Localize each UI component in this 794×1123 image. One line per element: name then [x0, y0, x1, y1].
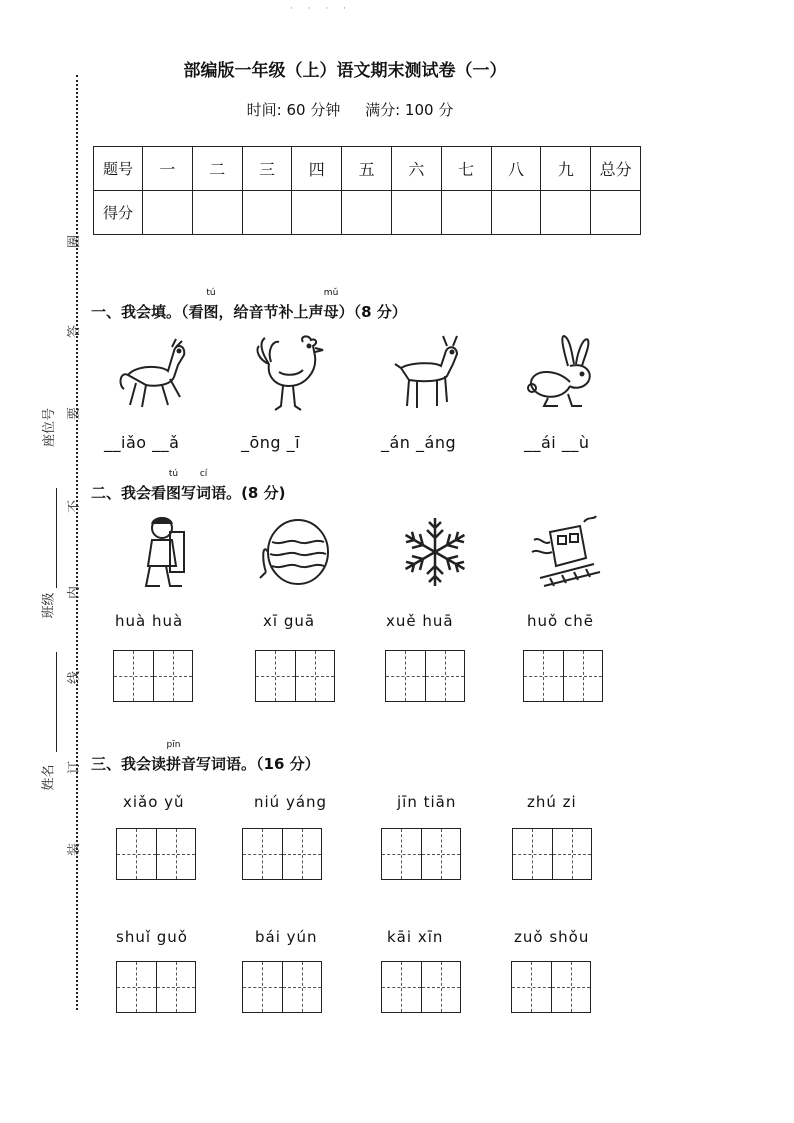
score-table-score-row: [94, 191, 641, 235]
score-table-cell: 总分: [591, 147, 641, 191]
grid-cell[interactable]: [386, 651, 425, 701]
score-label: 满分: 100 分: [365, 101, 454, 119]
grid-cell[interactable]: [513, 829, 552, 879]
pinyin-label: shuǐ guǒ: [116, 928, 188, 946]
score-table-cell: 八: [491, 147, 541, 191]
grid-cell[interactable]: [295, 651, 335, 701]
score-table-cell: 七: [441, 147, 491, 191]
binding-char: 答: [67, 324, 83, 339]
time-label: 时间: 60 分钟: [246, 101, 341, 119]
ruby-pinyin: pīn: [166, 740, 181, 750]
watermelon-icon: [258, 512, 332, 592]
name-write-line[interactable]: [56, 652, 57, 752]
writing-grid[interactable]: [116, 828, 196, 880]
pinyin-label: xiǎo yǔ: [123, 793, 185, 811]
heading-text: ，给音节补上声: [218, 303, 324, 321]
heading-text: ）（8 分）: [338, 303, 407, 321]
heading-text: 三、我会读: [91, 755, 167, 773]
score-table: [93, 146, 641, 235]
binding-dotted-line: [76, 75, 78, 1010]
score-table-cell: 四: [292, 147, 342, 191]
writing-grid[interactable]: [381, 961, 461, 1013]
writing-grid[interactable]: [242, 828, 322, 880]
pinyin-label: zuǒ shǒu: [514, 928, 590, 946]
ruby-base: 拼: [166, 755, 182, 773]
writing-grid[interactable]: [116, 961, 196, 1013]
binding-char: 圈: [67, 234, 83, 249]
ruby-char: [323, 288, 339, 322]
score-input-cell[interactable]: [143, 191, 193, 235]
heading-text: 一、我会填。（看: [91, 303, 204, 321]
section-3-heading: [91, 740, 320, 774]
heading-text: 音写词语。（16 分）: [181, 755, 320, 773]
score-table-cell: 题号: [94, 147, 143, 191]
snowflake-icon: [398, 512, 472, 592]
horse-icon: [116, 335, 190, 415]
train-icon: [530, 512, 604, 592]
score-table-cell: 六: [391, 147, 441, 191]
grid-cell[interactable]: [114, 651, 153, 701]
exam-info: [0, 99, 700, 120]
pinyin-label: niú yáng: [254, 793, 328, 811]
grid-cell[interactable]: [425, 651, 465, 701]
class-write-line[interactable]: [56, 488, 57, 588]
heading-text: 语。(8 分): [211, 484, 286, 502]
score-input-cell[interactable]: [591, 191, 641, 235]
grid-cell[interactable]: [282, 962, 322, 1012]
ruby-char: [203, 288, 219, 322]
writing-grid[interactable]: [255, 650, 335, 702]
seat-number-label: 座位号: [42, 407, 58, 448]
grid-cell[interactable]: [563, 651, 603, 701]
score-table-cell: 二: [192, 147, 242, 191]
binding-char: 要: [67, 406, 83, 421]
grid-cell[interactable]: [243, 829, 282, 879]
heading-text: 写: [181, 484, 197, 502]
grid-cell[interactable]: [524, 651, 563, 701]
pinyin-label: jīn tiān: [397, 793, 457, 811]
section-1-heading: [91, 288, 407, 322]
score-input-cell[interactable]: [391, 191, 441, 235]
grid-cell[interactable]: [551, 962, 591, 1012]
binding-char: 订: [67, 760, 83, 775]
binding-char: 内: [67, 585, 83, 600]
writing-grid[interactable]: [381, 828, 461, 880]
score-input-cell[interactable]: [491, 191, 541, 235]
binding-char: 线: [67, 670, 83, 685]
ruby-char: [196, 469, 212, 503]
binding-char: 装: [67, 842, 83, 857]
grid-cell[interactable]: [156, 829, 196, 879]
grid-cell[interactable]: [117, 829, 156, 879]
score-input-cell[interactable]: [342, 191, 392, 235]
score-table-header-row: [94, 147, 641, 191]
writing-grid[interactable]: [242, 961, 322, 1013]
score-table-cell: 五: [342, 147, 392, 191]
pinyin-label: bái yún: [255, 928, 318, 946]
grid-cell[interactable]: [153, 651, 193, 701]
ruby-pinyin: tú: [168, 469, 179, 479]
score-input-cell[interactable]: [441, 191, 491, 235]
ruby-char: [166, 740, 182, 774]
ruby-base: 图: [166, 484, 182, 502]
grid-cell[interactable]: [243, 962, 282, 1012]
ruby-char: [166, 469, 182, 503]
score-table-cell: 九: [541, 147, 591, 191]
pinyin-blank[interactable]: _ōng _ī: [241, 433, 301, 452]
ruby-base: 图: [203, 303, 219, 321]
ruby-base: 词: [196, 484, 212, 502]
ruby-base: 母: [323, 303, 339, 321]
writing-grid[interactable]: [511, 961, 591, 1013]
rabbit-icon: [524, 332, 598, 412]
heading-text: 二、我会看: [91, 484, 167, 502]
pinyin-label: zhú zi: [527, 793, 577, 811]
pinyin-label: xī guā: [263, 612, 316, 630]
pinyin-label: kāi xīn: [387, 928, 444, 946]
ruby-pinyin: cí: [199, 469, 208, 479]
pinyin-blank[interactable]: _án _áng: [381, 433, 457, 452]
score-input-cell[interactable]: [242, 191, 292, 235]
section-2-heading: [91, 469, 286, 503]
writing-grid[interactable]: [523, 650, 603, 702]
goat-icon: [391, 332, 465, 412]
grid-cell[interactable]: [512, 962, 551, 1012]
pinyin-label: huǒ chē: [527, 612, 594, 630]
boy-drawing-icon: [136, 512, 210, 592]
grid-cell[interactable]: [421, 829, 461, 879]
pinyin-blank[interactable]: __ái __ù: [524, 433, 590, 452]
grid-cell[interactable]: [552, 829, 592, 879]
score-table-cell: 一: [143, 147, 193, 191]
pinyin-label: xuě huā: [386, 612, 454, 630]
grid-cell[interactable]: [382, 829, 421, 879]
name-label: 姓名: [41, 764, 57, 791]
rooster-icon: [253, 332, 327, 412]
class-label: 班级: [41, 592, 57, 619]
grid-cell[interactable]: [256, 651, 295, 701]
writing-grid[interactable]: [385, 650, 465, 702]
score-input-cell[interactable]: [541, 191, 591, 235]
binding-char: 不: [67, 499, 83, 514]
top-dots: · · · ·: [290, 4, 353, 14]
writing-grid[interactable]: [113, 650, 193, 702]
score-input-cell[interactable]: [292, 191, 342, 235]
pinyin-label: huà huà: [115, 612, 184, 630]
page-title: 部编版一年级（上）语文期末测试卷（一）: [183, 61, 507, 81]
grid-cell[interactable]: [156, 962, 196, 1012]
score-row-label: 得分: [94, 191, 143, 235]
grid-cell[interactable]: [117, 962, 156, 1012]
grid-cell[interactable]: [421, 962, 461, 1012]
score-input-cell[interactable]: [192, 191, 242, 235]
score-table-cell: 三: [242, 147, 292, 191]
grid-cell[interactable]: [382, 962, 421, 1012]
ruby-pinyin: mǔ: [323, 288, 339, 298]
writing-grid[interactable]: [512, 828, 592, 880]
ruby-pinyin: tú: [206, 288, 216, 298]
grid-cell[interactable]: [282, 829, 322, 879]
pinyin-blank[interactable]: __iǎo __ǎ: [104, 433, 180, 452]
